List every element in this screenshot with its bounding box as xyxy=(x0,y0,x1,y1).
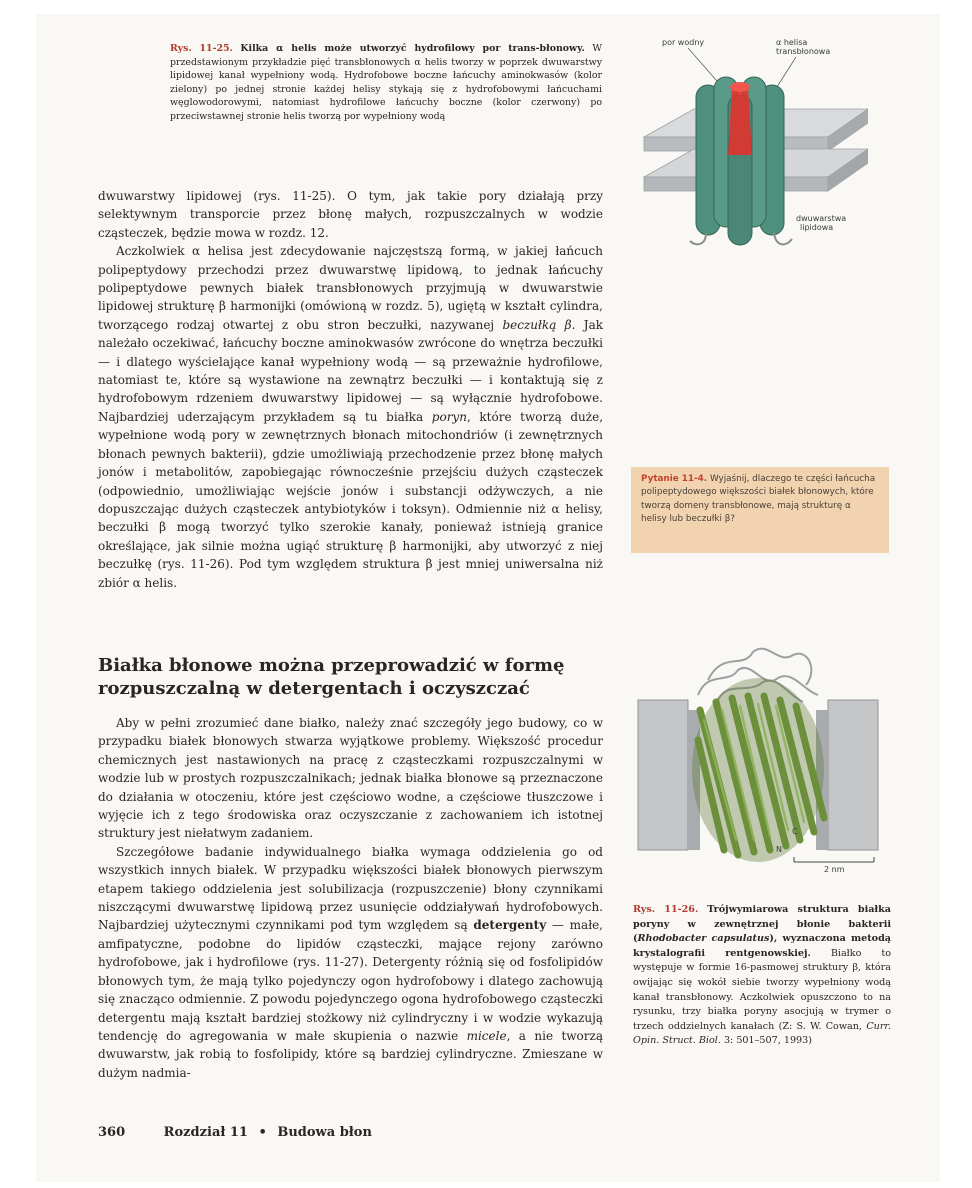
figure-11-25-caption xyxy=(170,42,602,124)
paragraph: Aby w pełni zrozumieć dane białko, należy znać szczegóły jego budowy, co w przypadku białek błonowych stwarza wyjątkowe problemy. Większość procedur chemicznych jest nastawionych na pracę z cząsteczkami rozpuszczalnymi w wodzie lub w prostych rozpuszczalnikach; jednak białka błonowe są przeznaczone do działania w otoczeniu, które jest częściowo wodne, a częściowe tłuszczowe i wyjęcie ich z tego środowiska oraz oczyszczanie z zachowaniem ich istotnej struktury jest niełatwym zadaniem. xyxy=(98,716,603,841)
figure-11-26-caption xyxy=(633,903,891,1049)
figure-11-25-number: Rys. 11-25. xyxy=(170,43,233,54)
page-footer xyxy=(98,1125,372,1140)
label-bilayer-1: dwuwarstwa xyxy=(796,214,847,223)
helix-bundle xyxy=(696,77,784,245)
figure-11-26-title: Trójwymiarowa struktura białka poryny w zewnętrznej błonie bakterii (Rhodobacter capsulatus), wyznaczona metodą krystalografii rentgenowskiej. xyxy=(633,904,892,959)
section-heading: Białka błonowe można przeprowadzić w formę rozpuszczalną w detergentach i oczyszczać xyxy=(98,655,565,699)
figure-11-25-title: Kilka α helis może utworzyć hydrofilowy por trans-błonowy. xyxy=(240,43,585,54)
figure-11-26-number: Rys. 11-26. xyxy=(633,904,699,915)
membrane-block-right xyxy=(828,700,878,850)
membrane-block-left xyxy=(638,700,688,850)
beta-barrel xyxy=(692,678,824,862)
body-text-section-2 xyxy=(98,714,603,1082)
paragraph: Aczkolwiek α helisa jest zdecydowanie najczęstszą formą, w jakiej łańcuch polipeptydowy przechodzi przez dwuwarstwę lipidową, to jednak łańcuchy polipeptydowe pewnych białek transbłonowych przyjmują w dwuwarstwie lipidowej strukturę β harmonijki (omówioną w rozdz. 5), ugiętą w kształt cylindra, tworzącego rodzaj otwartej z obu stron beczułki, nazywanej beczułką β. Jak należało oczekiwać, łańcuchy boczne aminokwasów zwrócone do wnętrza beczułki — i dlatego wyścielające kanał wypełniony wodą — są przeważnie hydrofilowe, natomiast te, które są wystawione na zewnątrz beczułki — i kontaktują się z hydrofobowym rdzeniem dwuwarstwy lipidowej — są wyłącznie hydrofobowe. Najbardziej uderzającym przykładem są tu białka poryn, które tworzą duże, wypełnione wodą pory w zewnętrznych błonach mitochondriów (i zewnętrznych błonach pewnych bakterii), gdzie umożliwiają przechodzenie przez błonę małych jonów i metabolitów, zapobiegając równocześnie przejściu dużych cząsteczek (odpowiednio, umożliwiając wejście jonów i substancji odżywczych, a nie dopuszczając dużych cząsteczek antybiotyków i toksyn). Odmiennie niż α helisy, beczułki β mogą tworzyć tylko szerokie kanały, ponieważ istnieją granice określające, jak silnie można ugiąć strukturę β harmonijki, aby utworzyć z niej beczułkę (rys. 11-26). Pod tym względem struktura β jest mniej uniwersalna niż zbiór α helis. xyxy=(98,244,604,590)
question-box xyxy=(631,467,889,553)
label-c-terminus: C xyxy=(792,827,798,836)
label-pore: por wodny xyxy=(662,38,705,47)
question-text: Wyjaśnij, dlaczego te części łańcucha polipeptydowego większości białek błonowych, które tworzą domeny transbłonowe, mają strukturę α helisy lub beczułki β? xyxy=(641,474,876,525)
label-n-terminus: N xyxy=(776,845,782,854)
figure-11-26-text: Białko to występuje w formie 16-pasmowej struktury β, która owijając się wokół siebie tworzy wypełniony wodą kanał transbłonowy. Aczkolwiek opuszczono to na rysunku, trzy białka poryny asocjują w trymer o trzech oddzielnych kanałach (Z: S. W. Cowan, Curr. Opin. Struct. Biol. 3: 501–507, 1993) xyxy=(633,947,891,1047)
chapter-title: Budowa błon xyxy=(277,1125,372,1140)
figure-11-25-illustration xyxy=(636,35,868,250)
water-pore xyxy=(728,87,752,155)
scale-label: 2 nm xyxy=(824,865,845,874)
page-number: 360 xyxy=(98,1125,126,1140)
figure-11-26-illustration xyxy=(628,640,894,892)
body-text-section-1 xyxy=(98,187,603,592)
chapter-label: Rozdział 11 xyxy=(163,1125,248,1140)
figure-11-25-text: W przedstawionym przykładzie pięć transbłonowych α helis tworzy w poprzek dwuwarstwy lipidowej kanał wypełniony wodą. Hydrofobowe boczne łańcuchy aminokwasów (kolor zielony) po jednej stronie każdej helisy stykają się z hydrofobowymi łańcuchami węglowodorowymi, natomiast hydrofilowe łańcuchy boczne (kolor czerwony) po przeciwstawnej stronie helis tworzą por wypełniony wodą xyxy=(170,43,602,122)
question-label: Pytanie 11-4. xyxy=(641,474,708,484)
label-helix-2: transbłonowa xyxy=(776,47,831,56)
paragraph: Szczegółowe badanie indywidualnego białka wymaga oddzielenia go od wszystkich innych białek. W przypadku większości białek błonowych pierwszym etapem takiego oddzielenia jest solubilizacja (rozpuszczenie) błony czynnikami niszczącymi dwuwarstwę lipidową przez usunięcie oddziaływań hydrofobowych. Najbardziej użytecznymi czynnikami pod tym względem są detergenty — małe, amfipatyczne, podobne do lipidów cząsteczki, mające rejony zarówno hydrofobowe, jak i hydrofilowe (rys. 11-27). Detergenty różnią się od fosfolipidów błonowych tym, że mają tylko pojedynczy ogon hydrofobowy i dlatego zachowują się znacząco odmiennie. Z powodu pojedynczego ogona hydrofobowego cząsteczki detergentu mają kształt bardziej stożkowy niż cylindryczny i w wodzie wykazują tendencję do agregowania w małe skupienia o nazwie micele, a nie tworzą dwuwarstw, jak robią to fosfolipidy, które są bardziej cylindryczne. Zmieszane w dużym nadmia- xyxy=(98,844,604,1080)
label-bilayer-2: lipidowa xyxy=(800,223,834,232)
paragraph: dwuwarstwy lipidowej (rys. 11-25). O tym, jak takie pory działają przy selektywnym transporcie przez błonę małych, rozpuszczalnych w wodzie cząsteczek, będzie mowa w rozdz. 12. xyxy=(98,189,603,240)
label-helix-1: α helisa xyxy=(776,38,808,47)
footer-separator: • xyxy=(258,1125,267,1140)
